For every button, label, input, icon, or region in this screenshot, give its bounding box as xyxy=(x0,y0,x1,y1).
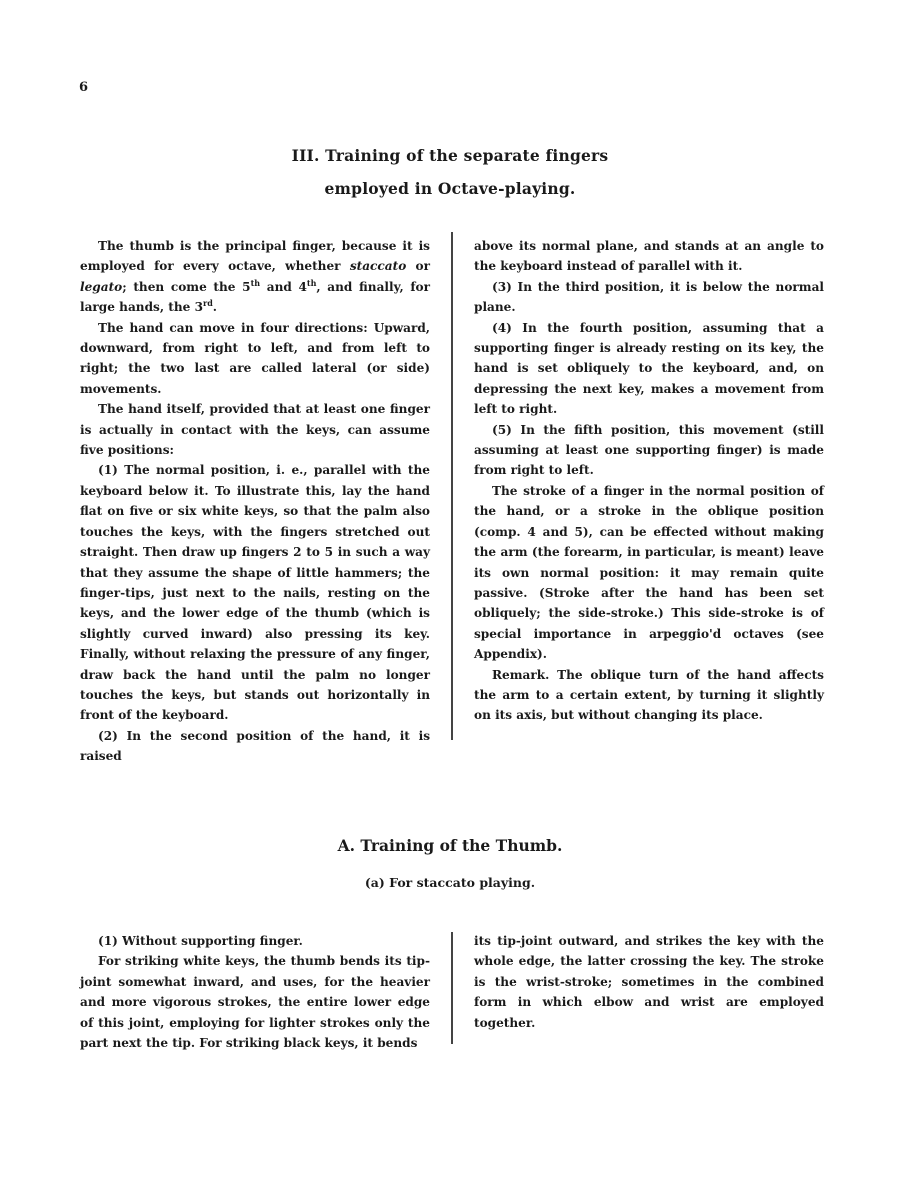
paragraph-position-2-start: (2) In the second position of the hand, it is raised xyxy=(80,728,430,764)
top-left-column xyxy=(80,236,430,767)
section-a-subtitle: (a) For staccato playing. xyxy=(364,875,536,890)
column-divider-top xyxy=(451,232,453,740)
page-number: 6 xyxy=(79,80,89,95)
chapter-heading-line-2: employed in Octave-playing. xyxy=(324,179,576,198)
paragraph-five-positions: The hand itself, provided that at least one finger is actually in contact with the keys, can assume five positions: xyxy=(80,402,430,458)
paragraph-white-keys: For striking white keys, the thumb bends its tip-joint somewhat inward, and uses, for the heavier and more vigorous strokes, the entire lower edge of this joint, employing for lighter strokes only the part next the tip. For striking black keys, it bends xyxy=(80,954,430,1051)
section-a-title: A. Training of the Thumb. xyxy=(337,836,563,855)
chapter-heading-line-1: III. Training of the separate fingers xyxy=(291,146,609,165)
paragraph-black-keys-cont: its tip-joint outward, and strikes the key with the whole edge, the latter crossing the key. The stroke is the wrist-stroke; sometimes in the combined form in which elbow and wrist are employed together. xyxy=(474,934,824,1030)
paragraph-position-2-cont: above its normal plane, and stands at an angle to the keyboard instead of parallel with it. xyxy=(474,239,824,274)
paragraph-hand-directions: The hand can move in four directions: Upward, downward, from right to left, and from left to right; the two last are called lateral (or side) movements. xyxy=(80,320,430,396)
paragraph-position-4: (4) In the fourth position, assuming that a supporting finger is already resting on its key, the hand is set obliquely to the keyboard, and, on depressing the next key, makes a movement from left to right. xyxy=(474,320,824,417)
bottom-left-column xyxy=(80,931,430,1053)
paragraph-position-1: (1) The normal position, i. e., parallel with the keyboard below it. To illustrate this, lay the hand flat on five or six white keys, so that the palm also touches the keys, with the fingers stretched out straight. Then draw up fingers 2 to 5 in such a way that they assume the shape of little hammers; the finger-tips, just next to the nails, resting on the keys, and the lower edge of the thumb (which is slightly curved inward) also pressing its key. Finally, without relaxing the pressure of any finger, draw back the hand until the palm no longer touches the keys, but stands out horizontally in front of the keyboard. xyxy=(80,463,430,723)
paragraph-remark: Remark. The oblique turn of the hand affects the arm to a certain extent, by turning it slightly on its axis, but without changing its place. xyxy=(474,667,824,723)
top-right-column xyxy=(474,236,824,726)
paragraph-position-5: (5) In the fifth position, this movement (still assuming at least one supporting finger) is made from right to left. xyxy=(474,422,824,478)
bottom-right-column xyxy=(474,931,824,1033)
paragraph-without-support: (1) Without supporting finger. xyxy=(98,934,303,948)
paragraph-thumb-principal: The thumb is the principal finger, because it is employed for every octave, whether staccato or legato; then come the 5th and 4th, and finally, for large hands, the 3rd. xyxy=(80,239,430,315)
paragraph-position-3: (3) In the third position, it is below the normal plane. xyxy=(474,279,824,315)
column-divider-bottom xyxy=(451,932,453,1044)
paragraph-stroke-normal: The stroke of a finger in the normal position of the hand, or a stroke in the oblique position (comp. 4 and 5), can be effected without making the arm (the forearm, in particular, is meant) leave its own normal position: it may remain quite passive. (Stroke after the hand has been set obliquely; the side-stroke.) This side-stroke is of special importance in arpeggio'd octaves (see Appendix). xyxy=(474,483,824,662)
